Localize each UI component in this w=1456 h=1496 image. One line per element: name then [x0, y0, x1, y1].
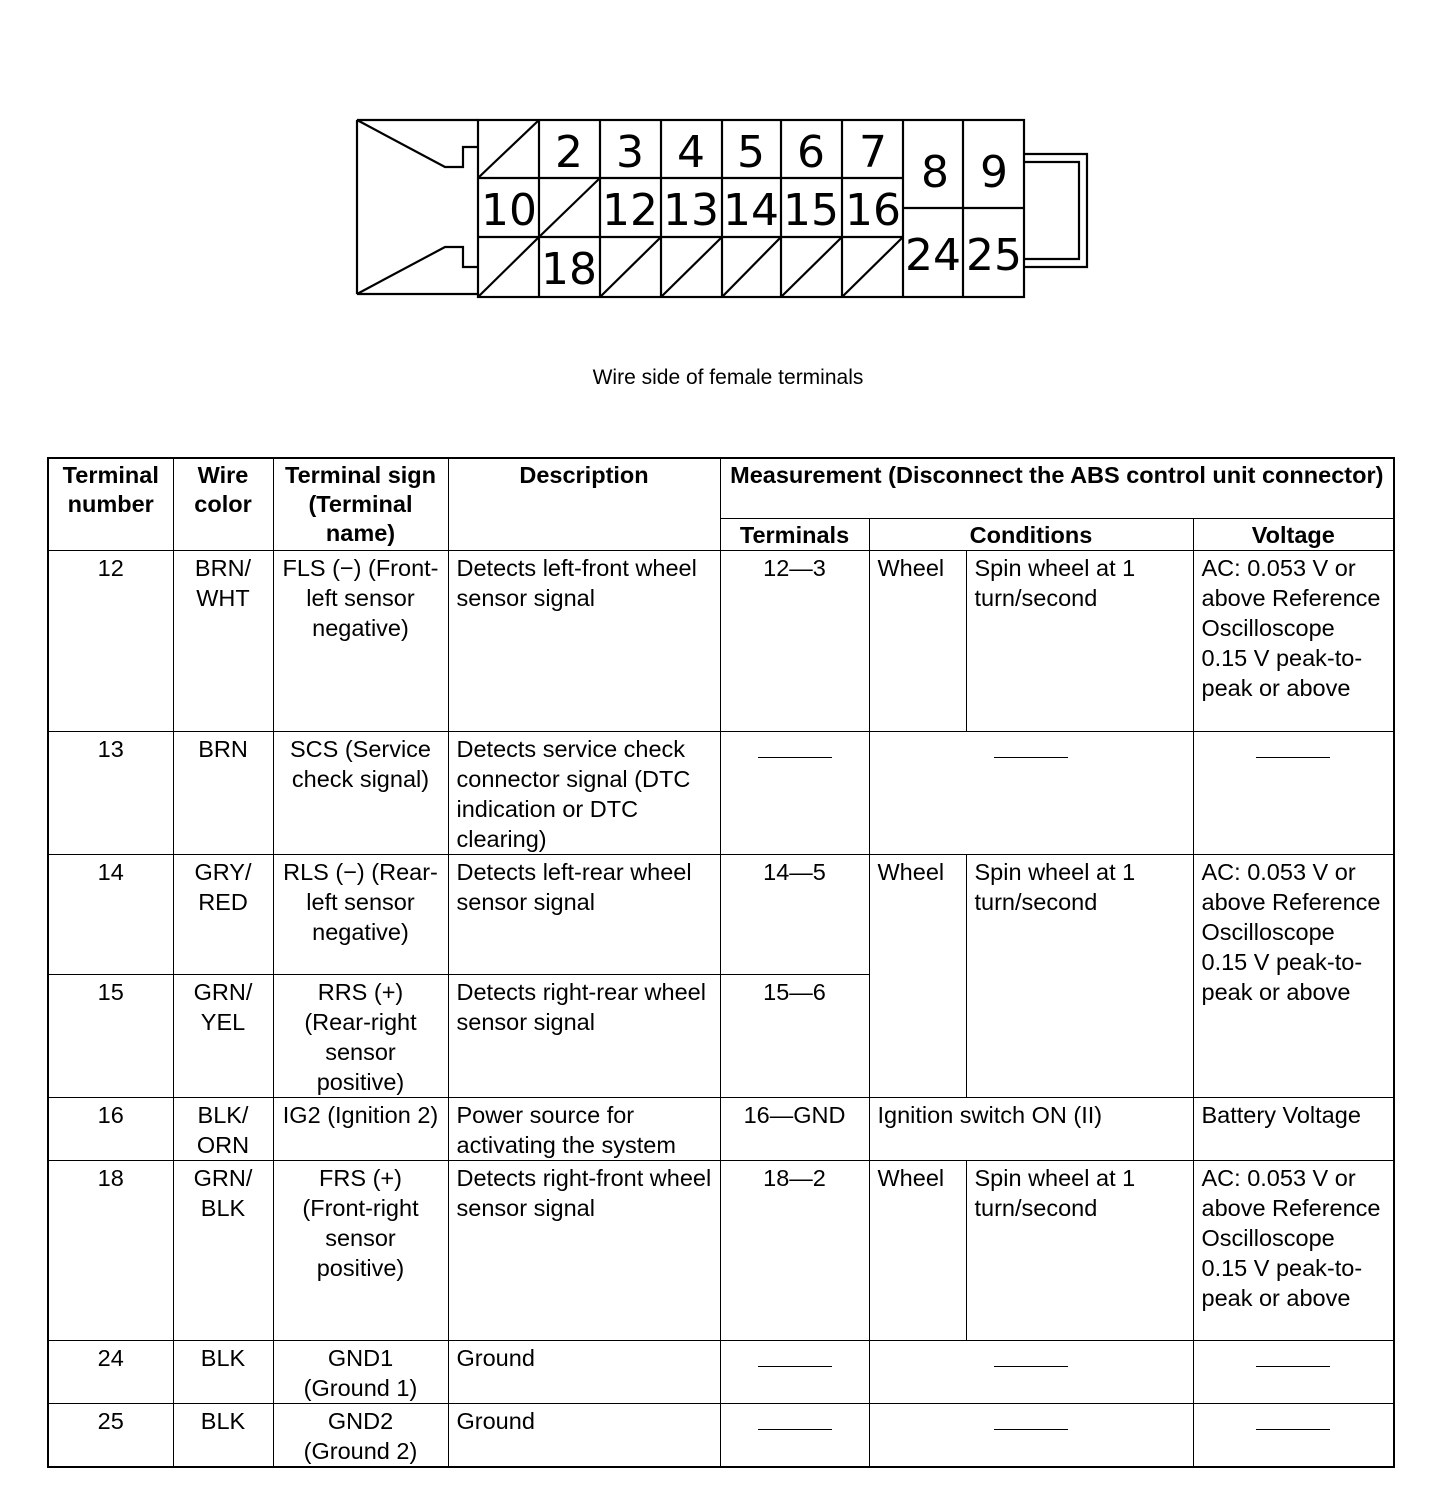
terminal-spec-table [47, 457, 1395, 1468]
pin-8: 8 [921, 147, 949, 198]
terminal-sign: GND1 (Ground 1) [273, 1340, 448, 1403]
description: Detects right-rear wheel sensor signal [448, 974, 720, 1097]
header-terminals: Terminals [720, 518, 869, 550]
header-wire-color: Wire color [173, 458, 273, 550]
condition: Ignition switch ON (II) [869, 1097, 1193, 1160]
terminals: 12—3 [720, 550, 869, 731]
terminals: 15—6 [720, 974, 869, 1097]
description: Detects right-front wheel sensor signal [448, 1160, 720, 1340]
voltage: Battery Voltage [1193, 1097, 1394, 1160]
terminal-sign: RLS (−) (Rear-left sensor negative) [273, 854, 448, 974]
conditions-empty [869, 731, 1193, 854]
table-row [48, 1340, 1394, 1403]
header-terminal-number: Terminal number [48, 458, 173, 550]
terminals-empty [720, 731, 869, 854]
wire-color: BRN/ WHT [173, 550, 273, 731]
pin-7: 7 [859, 127, 887, 178]
wire-color: BLK [173, 1403, 273, 1467]
description: Detects left-rear wheel sensor signal [448, 854, 720, 974]
connector-diagram [355, 112, 1095, 307]
diagram-caption: Wire side of female terminals [592, 366, 864, 389]
terminal-number: 25 [48, 1403, 173, 1467]
wire-color: GRY/ RED [173, 854, 273, 974]
table-row [48, 1097, 1394, 1160]
description: Detects left-front wheel sensor signal [448, 550, 720, 731]
table-row [48, 1403, 1394, 1467]
conditions-empty [869, 1403, 1193, 1467]
wire-color: GRN/ BLK [173, 1160, 273, 1340]
voltage-empty [1193, 1403, 1394, 1467]
voltage: AC: 0.053 V or above Reference Oscilloscope 0.15 V peak-to-peak or above [1193, 854, 1394, 1097]
pin-18: 18 [541, 244, 597, 295]
header-terminal-sign: Terminal sign (Terminal name) [273, 458, 448, 550]
pin-15: 15 [783, 185, 839, 236]
pin-3: 3 [616, 127, 644, 178]
pin-2: 2 [555, 127, 583, 178]
wire-color: BLK/ ORN [173, 1097, 273, 1160]
terminals: 14—5 [720, 854, 869, 974]
description: Ground [448, 1340, 720, 1403]
table-row [48, 731, 1394, 854]
condition-detail: Spin wheel at 1 turn/second [966, 854, 1193, 1097]
pin-4: 4 [677, 127, 705, 178]
description: Power source for activating the system [448, 1097, 720, 1160]
terminal-number: 12 [48, 550, 173, 731]
terminal-sign: IG2 (Ignition 2) [273, 1097, 448, 1160]
pin-13: 13 [663, 185, 719, 236]
wire-color: GRN/ YEL [173, 974, 273, 1097]
pin-16: 16 [845, 185, 901, 236]
description: Detects service check connector signal (DTC indication or DTC clearing) [448, 731, 720, 854]
terminal-number: 14 [48, 854, 173, 974]
terminal-number: 15 [48, 974, 173, 1097]
table-row [48, 550, 1394, 731]
voltage: AC: 0.053 V or above Reference Oscilloscope 0.15 V peak-to-peak or above [1193, 1160, 1394, 1340]
conditions-empty [869, 1340, 1193, 1403]
voltage: AC: 0.053 V or above Reference Oscilloscope 0.15 V peak-to-peak or above [1193, 550, 1394, 731]
terminal-sign: RRS (+) (Rear-right sensor positive) [273, 974, 448, 1097]
terminals-empty [720, 1340, 869, 1403]
wire-color: BRN [173, 731, 273, 854]
pin-10: 10 [481, 185, 537, 236]
condition-label: Wheel [869, 854, 966, 1097]
terminal-sign: GND2 (Ground 2) [273, 1403, 448, 1467]
voltage-empty [1193, 731, 1394, 854]
pin-25: 25 [966, 230, 1022, 281]
terminal-sign: SCS (Service check signal) [273, 731, 448, 854]
terminals: 16—GND [720, 1097, 869, 1160]
wire-color: BLK [173, 1340, 273, 1403]
condition-detail: Spin wheel at 1 turn/second [966, 1160, 1193, 1340]
condition-detail: Spin wheel at 1 turn/second [966, 550, 1193, 731]
terminal-number: 24 [48, 1340, 173, 1403]
condition-label: Wheel [869, 1160, 966, 1340]
voltage-empty [1193, 1340, 1394, 1403]
pin-12: 12 [602, 185, 658, 236]
terminals: 18—2 [720, 1160, 869, 1340]
header-description: Description [448, 458, 720, 550]
terminal-sign: FRS (+) (Front-right sensor positive) [273, 1160, 448, 1340]
table-row [48, 1160, 1394, 1340]
terminal-number: 16 [48, 1097, 173, 1160]
pin-5: 5 [737, 127, 765, 178]
pin-14: 14 [723, 185, 779, 236]
header-conditions: Conditions [869, 518, 1193, 550]
pin-9: 9 [980, 147, 1008, 198]
terminal-sign: FLS (−) (Front-left sensor negative) [273, 550, 448, 731]
header-voltage: Voltage [1193, 518, 1394, 550]
table-row [48, 854, 1394, 974]
terminal-number: 18 [48, 1160, 173, 1340]
header-measurement: Measurement (Disconnect the ABS control unit connector) [720, 458, 1394, 518]
description: Ground [448, 1403, 720, 1467]
pin-6: 6 [797, 127, 825, 178]
pin-24: 24 [905, 230, 961, 281]
terminal-number: 13 [48, 731, 173, 854]
condition-label: Wheel [869, 550, 966, 731]
terminals-empty [720, 1403, 869, 1467]
